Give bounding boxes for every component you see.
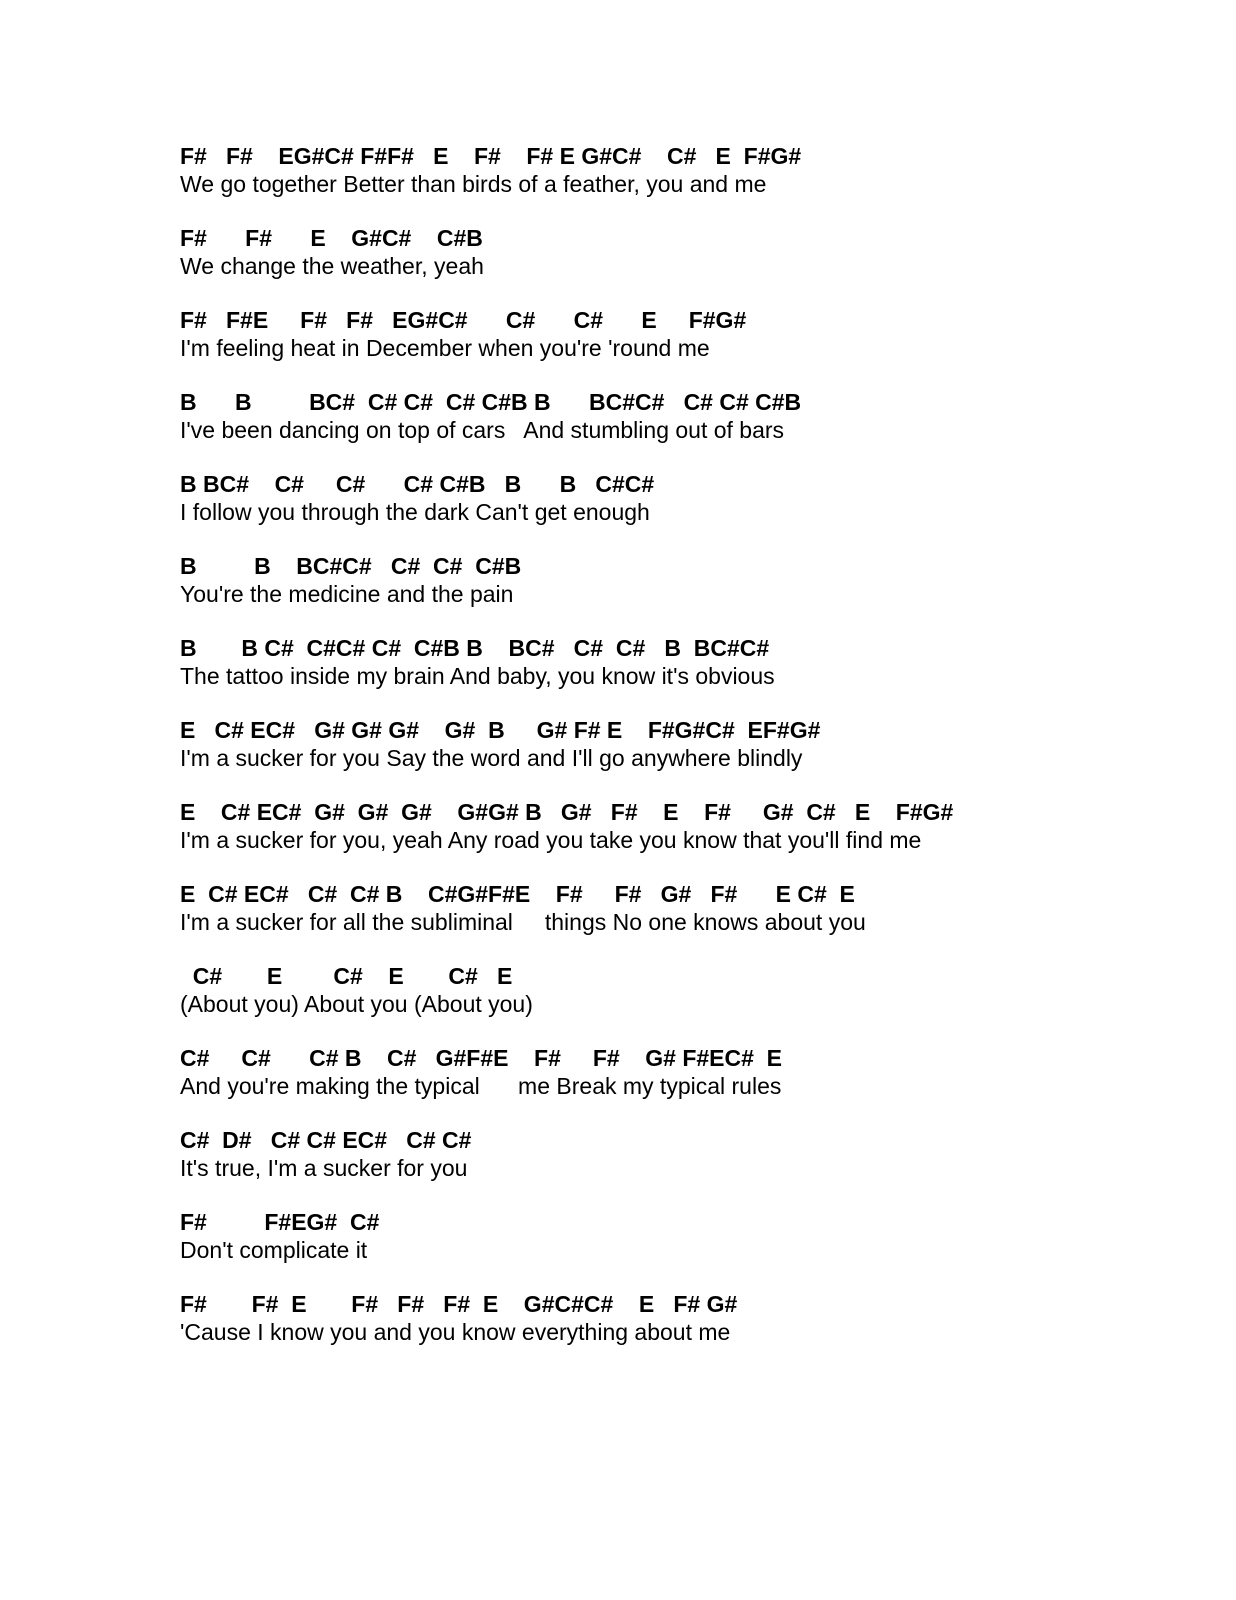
- lyric-line: I follow you through the dark Can't get enough: [180, 499, 650, 525]
- lyric-line: I'm a sucker for you Say the word and I'll go anywhere blindly: [180, 745, 803, 771]
- stanza-2: [180, 225, 1180, 281]
- stanza-11: [180, 963, 1180, 1019]
- note-line: C# C# C# B C# G#F#E F# F# G# F#EC# E: [180, 1045, 783, 1071]
- stanza-1: [180, 143, 1180, 199]
- lyric-line: We change the weather, yeah: [180, 253, 484, 279]
- note-line: B B BC# C# C# C# C#B B BC#C# C# C# C#B: [180, 389, 802, 415]
- lyric-line: The tattoo inside my brain And baby, you know it's obvious: [180, 663, 775, 689]
- lyric-line: You're the medicine and the pain: [180, 581, 514, 607]
- note-line: C# D# C# C# EC# C# C#: [180, 1127, 472, 1153]
- stanza-14: [180, 1209, 1180, 1265]
- note-line: F# F# EG#C# F#F# E F# F# E G#C# C# E F#G#: [180, 143, 802, 169]
- lyric-line: 'Cause I know you and you know everything about me: [180, 1319, 731, 1345]
- stanza-4: [180, 389, 1180, 445]
- lyric-line: Don't complicate it: [180, 1237, 368, 1263]
- note-line: F# F# E F# F# F# E G#C#C# E F# G#: [180, 1291, 738, 1317]
- stanza-6: [180, 553, 1180, 609]
- lyric-line: We go together Better than birds of a feather, you and me: [180, 171, 767, 197]
- note-line: F# F# E G#C# C#B: [180, 225, 483, 251]
- stanza-8: [180, 717, 1180, 773]
- note-line: F# F#E F# F# EG#C# C# C# E F#G#: [180, 307, 747, 333]
- stanza-7: [180, 635, 1180, 691]
- stanza-9: [180, 799, 1180, 855]
- stanza-12: [180, 1045, 1180, 1101]
- lyric-line: I'm feeling heat in December when you're 'round me: [180, 335, 710, 361]
- stanza-10: [180, 881, 1180, 937]
- lyric-line: I'm a sucker for you, yeah Any road you take you know that you'll find me: [180, 827, 922, 853]
- note-line: B B BC#C# C# C# C#B: [180, 553, 522, 579]
- note-line: B BC# C# C# C# C#B B B C#C#: [180, 471, 655, 497]
- lyric-line: I'm a sucker for all the subliminal things No one knows about you: [180, 909, 866, 935]
- lyric-line: (About you) About you (About you): [180, 991, 533, 1017]
- note-line: F# F#EG# C#: [180, 1209, 380, 1235]
- stanza-3: [180, 307, 1180, 363]
- note-line: C# E C# E C# E: [180, 963, 513, 989]
- note-line: E C# EC# C# C# B C#G#F#E F# F# G# F# E C# E: [180, 881, 855, 907]
- lyric-line: It's true, I'm a sucker for you: [180, 1155, 468, 1181]
- note-line: E C# EC# G# G# G# G#G# B G# F# E F# G# C# E F#G#: [180, 799, 954, 825]
- lyric-line: And you're making the typical me Break my typical rules: [180, 1073, 782, 1099]
- note-line: E C# EC# G# G# G# G# B G# F# E F#G#C# EF#G#: [180, 717, 821, 743]
- stanza-15: [180, 1291, 1180, 1347]
- stanza-13: [180, 1127, 1180, 1183]
- note-line: B B C# C#C# C# C#B B BC# C# C# B BC#C#: [180, 635, 770, 661]
- stanza-5: [180, 471, 1180, 527]
- lyric-line: I've been dancing on top of cars And stumbling out of bars: [180, 417, 785, 443]
